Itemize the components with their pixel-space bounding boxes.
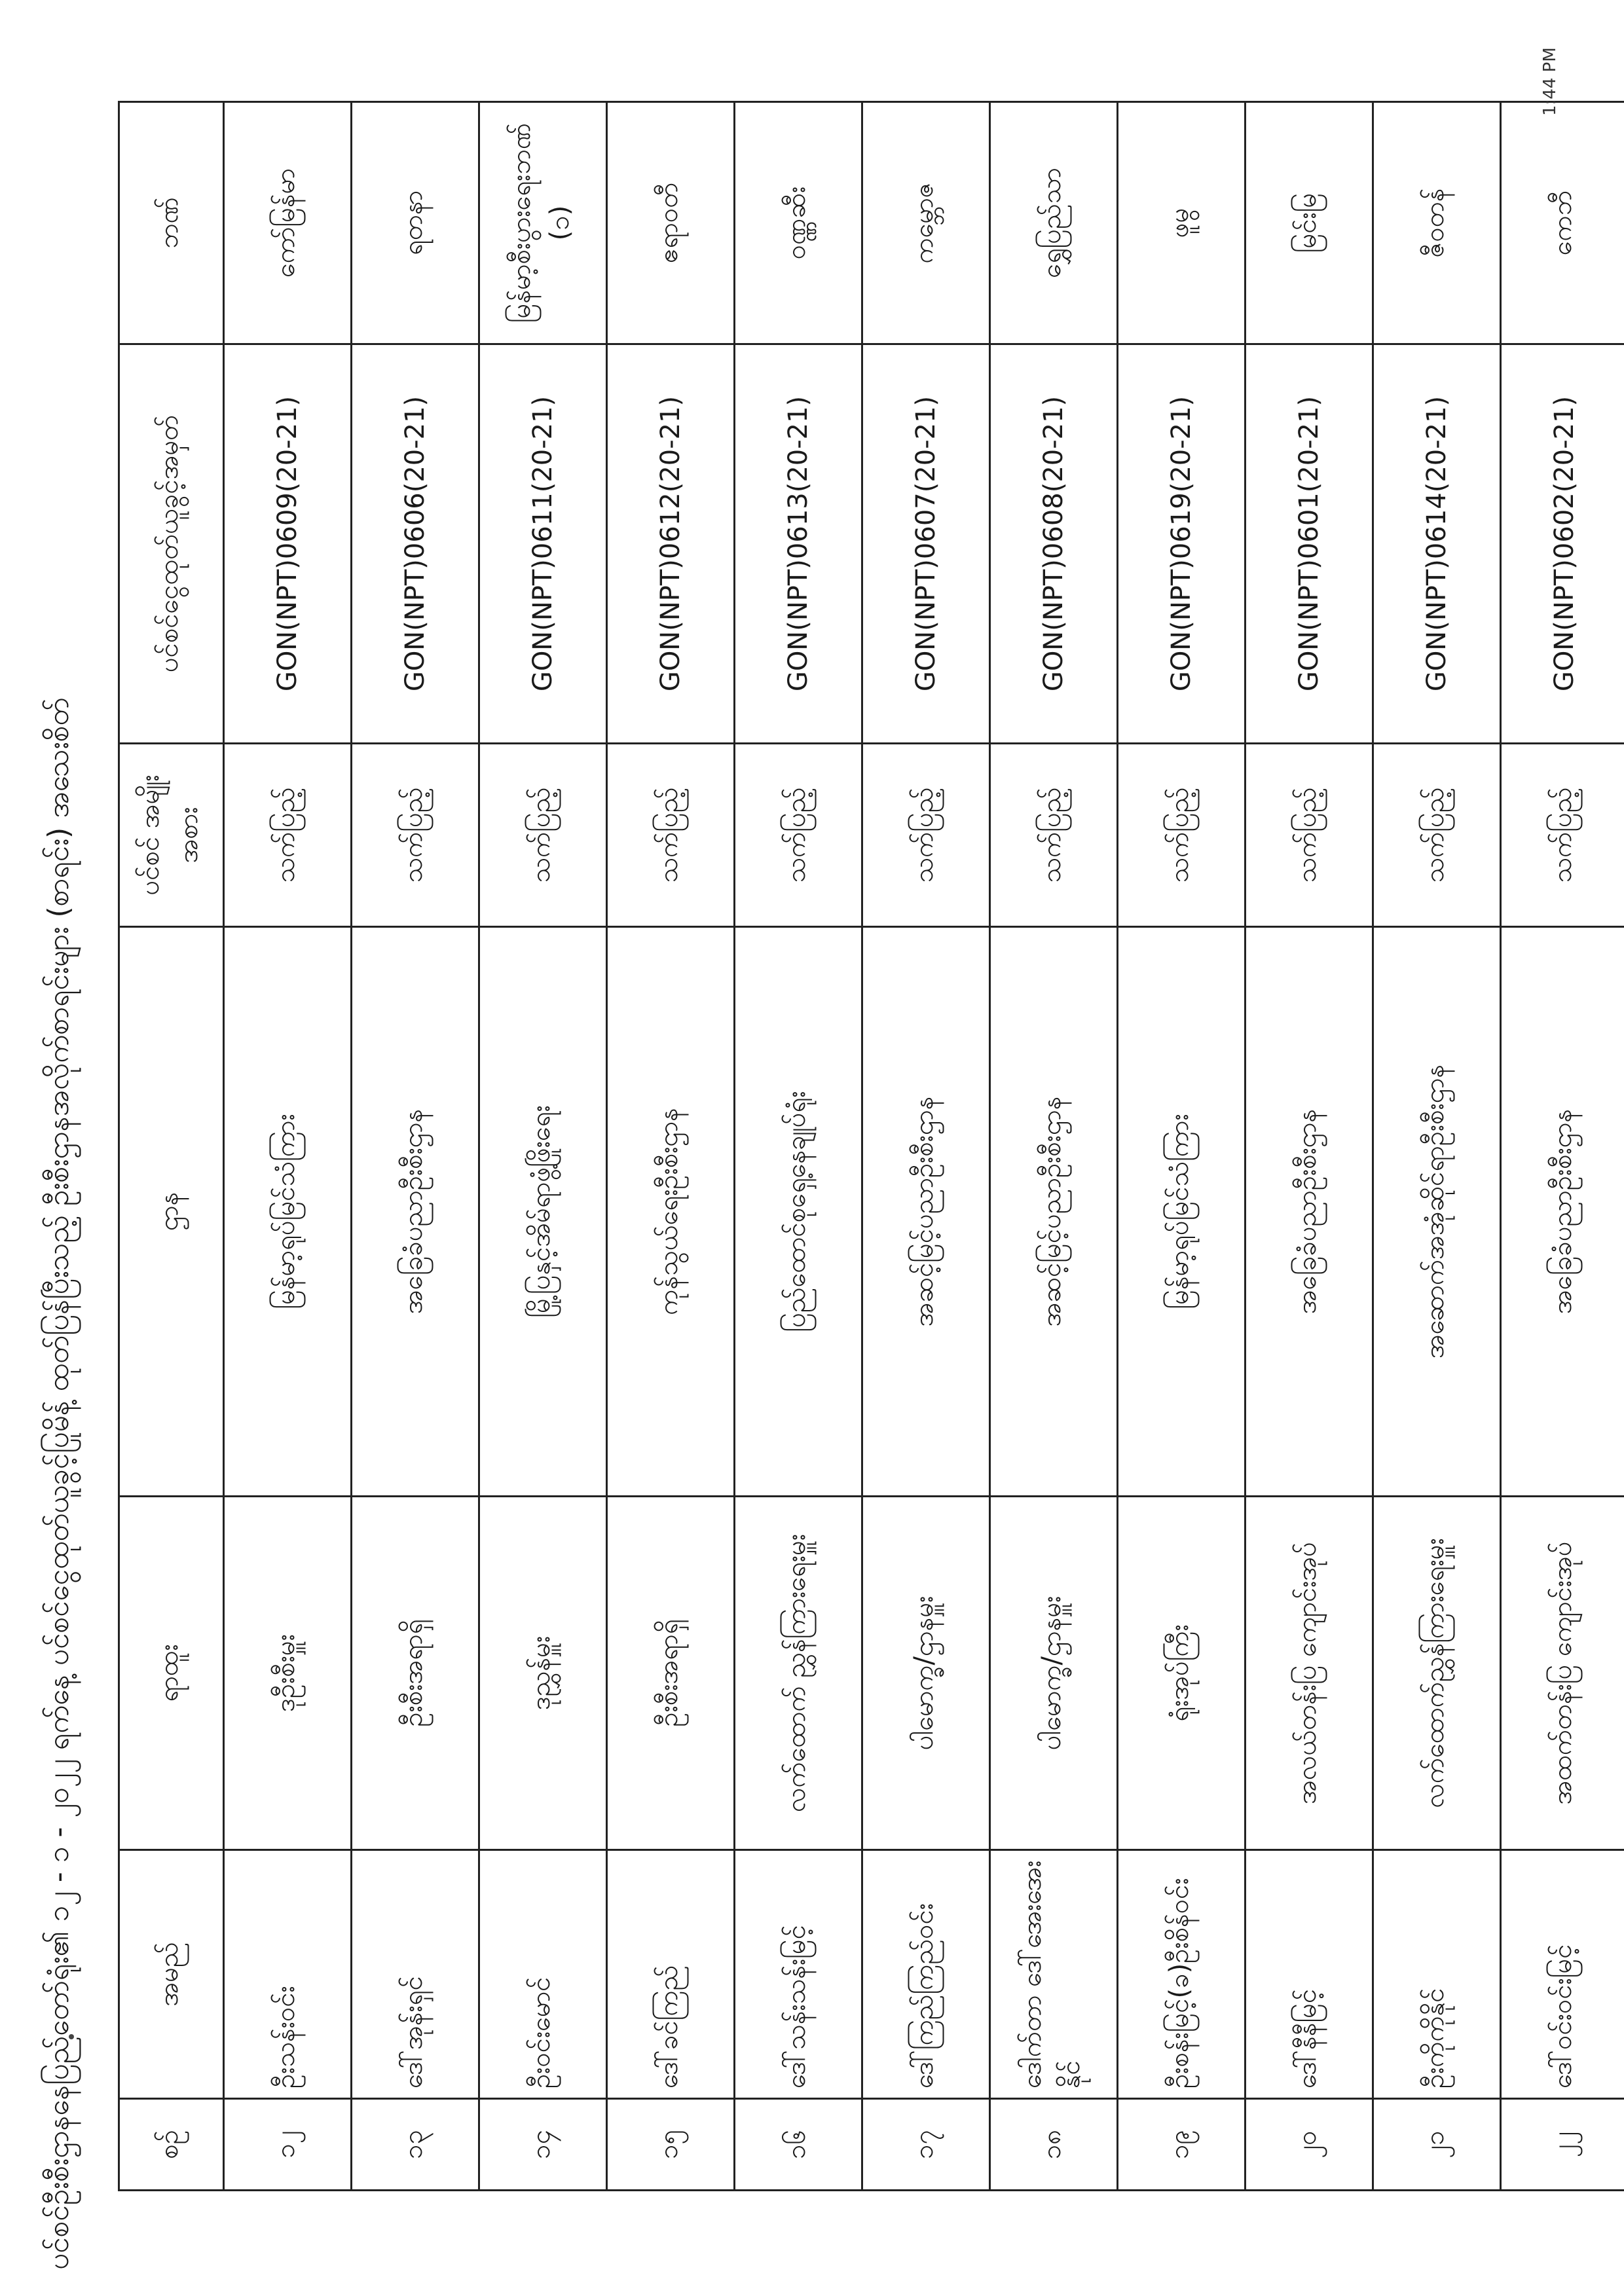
cell-name: ဒေါ်ဝင်းဝင်းမြင့် — [1501, 1850, 1624, 2099]
cell-pension-number: GON(NPT)0619(20-21) — [1118, 344, 1246, 744]
table-row — [352, 102, 479, 2191]
table-row — [862, 102, 990, 2191]
table-row — [990, 102, 1118, 2191]
cell-pension-number: GON(NPT)0607(20-21) — [862, 344, 990, 744]
cell-bank: ဇီဝတန် — [1373, 102, 1501, 344]
cell-bank: မြန်မာ့စီးပွားရေးဘဏ် (၁) — [479, 102, 607, 344]
cell-name: ဦးဝင်းမောင် — [479, 1850, 607, 2099]
cell-name: ဦးကိုကိုနိုင် — [1373, 1850, 1501, 2099]
cell-pension-type: သက်ပြည့် — [607, 744, 735, 927]
cell-position: ပါမောက္ခ/ဌာနမှူး — [990, 1497, 1118, 1850]
cell-position: အလယ်တန်းပြ ကျောင်းအုပ် — [1246, 1497, 1373, 1850]
cell-pension-type: သက်ပြည့် — [479, 744, 607, 927]
cell-serial: ၁၉ — [1118, 2099, 1246, 2191]
cell-bank: ကမ္ဘောဇ — [862, 102, 990, 344]
cell-serial: ၂၁ — [1373, 2099, 1501, 2191]
cell-serial: ၁၇ — [862, 2099, 990, 2191]
cell-position: ဒုဦးစီးမှူး — [224, 1497, 352, 1850]
header-bank: ဘဏ် — [119, 102, 224, 344]
cell-department: အဆင့်မြင့်ပညာဦးစီးဌာန — [990, 927, 1118, 1497]
cell-name: ဦးသန်းဝင်း — [224, 1850, 352, 2099]
scan-timestamp: 1:44 PM — [1540, 47, 1560, 116]
cell-pension-type: သက်ပြည့် — [735, 744, 862, 927]
table-row — [735, 102, 862, 2191]
cell-serial: ၁၈ — [990, 2099, 1118, 2191]
cell-name: ဒေါ်ခင်ကြည် — [607, 1850, 735, 2099]
cell-pension-number: GON(NPT)0612(20-21) — [607, 344, 735, 744]
cell-name: ဒေါ်ကြည်ကြည်ဝင်း — [862, 1850, 990, 2099]
cell-bank: ဖူမွ — [1118, 102, 1246, 344]
cell-pension-type: သက်ပြည့် — [1501, 744, 1624, 927]
header-pension-type: ပင်စင် အမျိုးအစား — [119, 744, 224, 927]
cell-pension-type: သက်ပြည့် — [1246, 744, 1373, 927]
cell-pension-number: GON(NPT)0602(20-21) — [1501, 344, 1624, 744]
cell-pension-number: GON(NPT)0601(20-21) — [1246, 344, 1373, 744]
cell-department: အဆင့်မြင့်ပညာဦးစီးဌာန — [862, 927, 990, 1497]
header-department: ဌာန — [119, 927, 224, 1497]
table-header-row — [119, 102, 224, 2191]
cell-pension-number: GON(NPT)0606(20-21) — [352, 344, 479, 744]
cell-name: ဒေါ်အုန်းရှင် — [352, 1850, 479, 2099]
header-name: အမည် — [119, 1850, 224, 2099]
table-row — [1373, 102, 1501, 2191]
cell-pension-type: သက်ပြည့် — [1118, 744, 1246, 927]
table-row — [1246, 102, 1373, 2191]
cell-bank: ရွှေပြည်သာ — [990, 102, 1118, 344]
cell-position: ဦးစီးအရာရှိ — [607, 1497, 735, 1850]
cell-department: အခြေခံပညာဦးစီးဌာန — [1501, 927, 1624, 1497]
cell-pension-number: GON(NPT)0611(20-21) — [479, 344, 607, 744]
cell-serial: ၁၂ — [224, 2099, 352, 2191]
cell-pension-type: သက်ပြည့် — [990, 744, 1118, 927]
cell-department: မြန်မာ့ရုပ်မြင်သံကြား — [1118, 927, 1246, 1497]
cell-pension-number: GON(NPT)0609(20-21) — [224, 344, 352, 744]
cell-department: မြို့ပြနှင့်အိမ်ရာဖွံ့ဖြိုးရေး — [479, 927, 607, 1497]
cell-position: ဦးစီးအရာရှိ — [352, 1497, 479, 1850]
cell-bank: ရတနာ — [352, 102, 479, 344]
cell-department: အခြေခံပညာဦးစီးဌာန — [1246, 927, 1373, 1497]
cell-bank: ကေဘီ — [1501, 102, 1624, 344]
header-pension-number: ပင်စင်ငွေထုတ်ယူခွင့်အမှတ် — [119, 344, 224, 744]
page-title: ပင်စင်ဦးစီးဌာနနေပြည်တော်ရုံး၏ ၁၂ - ၁ - ၂၀၂၂ ရက်နေ့ ပင်စင်ငွေထုတ်ယူခွင့်ပြုမိန့် ထုတ်ပြန်ပြီးသည့် ဦးစီးဌာနအလိုက်စာရင်းများ (စာရင်း) အသေးစိတ် — [42, 697, 75, 2270]
cell-serial: ၁၆ — [735, 2099, 862, 2191]
header-serial: စဉ် — [119, 2099, 224, 2191]
cell-serial: ၂၂ — [1501, 2099, 1624, 2191]
table-row — [479, 102, 607, 2191]
cell-bank: မြင်းမြ — [1246, 102, 1373, 344]
cell-pension-number: GON(NPT)0614(20-21) — [1373, 344, 1501, 744]
cell-bank: ဧရာဝတီ — [607, 102, 735, 344]
cell-serial: ၁၃ — [352, 2099, 479, 2191]
cell-name: ဒေါက်တာ ဒေါ်အေးအေးနိုင် — [990, 1850, 1118, 2099]
pension-register-table — [118, 101, 1624, 2191]
cell-bank: ဝဏ္ဏဆီး — [735, 102, 862, 344]
table-row — [607, 102, 735, 2191]
table-row — [1501, 102, 1624, 2191]
cell-department: မြန်မာ့ရုပ်မြင်သံကြား — [224, 927, 352, 1497]
cell-position: လက်ထောက်ညွှန်ကြားရေးမှူး — [1373, 1497, 1501, 1850]
cell-name: ဦးစန်းမြင့်(ခ)ဦးစိန်ဝင်း — [1118, 1850, 1246, 2099]
cell-department: အဆောက်အအုံဆိုင်ရာဦးစီးဌာန — [1373, 927, 1501, 1497]
cell-department: ကုန်သွယ်ရေးဦးစီးဌာန — [607, 927, 735, 1497]
cell-pension-type: သက်ပြည့် — [224, 744, 352, 927]
cell-serial: ၂၀ — [1246, 2099, 1373, 2191]
cell-bank: ကော်မြန်မာ — [224, 102, 352, 344]
cell-position: လက်ထောက် ညွှန်ကြားရေးမှူး — [735, 1497, 862, 1850]
cell-pension-type: သက်ပြည့် — [862, 744, 990, 927]
cell-position: ဒုညွှန်မှူး — [479, 1497, 607, 1850]
cell-pension-type: သက်ပြည့် — [352, 744, 479, 927]
cell-position: အထက်တန်းပြ ကျောင်းအုပ် — [1501, 1497, 1624, 1850]
table-row — [1118, 102, 1246, 2191]
cell-position: ရုံးအုပ်ကြီး — [1118, 1497, 1246, 1850]
cell-serial: ၁၅ — [607, 2099, 735, 2191]
header-position: ရာထူး — [119, 1497, 224, 1850]
cell-serial: ၁၄ — [479, 2099, 607, 2191]
cell-pension-number: GON(NPT)0613(20-21) — [735, 344, 862, 744]
cell-pension-type: သက်ပြည့် — [1373, 744, 1501, 927]
cell-department: အခြေခံပညာဦးစီးဌာန — [352, 927, 479, 1497]
table-row — [224, 102, 352, 2191]
cell-department: ပြည်ထောင်စုရှေ့နေချုပ်ရုံး — [735, 927, 862, 1497]
cell-name: ဒေါ်နီနီမြင့် — [1246, 1850, 1373, 2099]
cell-pension-number: GON(NPT)0608(20-21) — [990, 344, 1118, 744]
cell-name: ဒေါ်သန်းသန်းမြင့် — [735, 1850, 862, 2099]
cell-position: ပါမောက္ခ/ဌာနမှူး — [862, 1497, 990, 1850]
